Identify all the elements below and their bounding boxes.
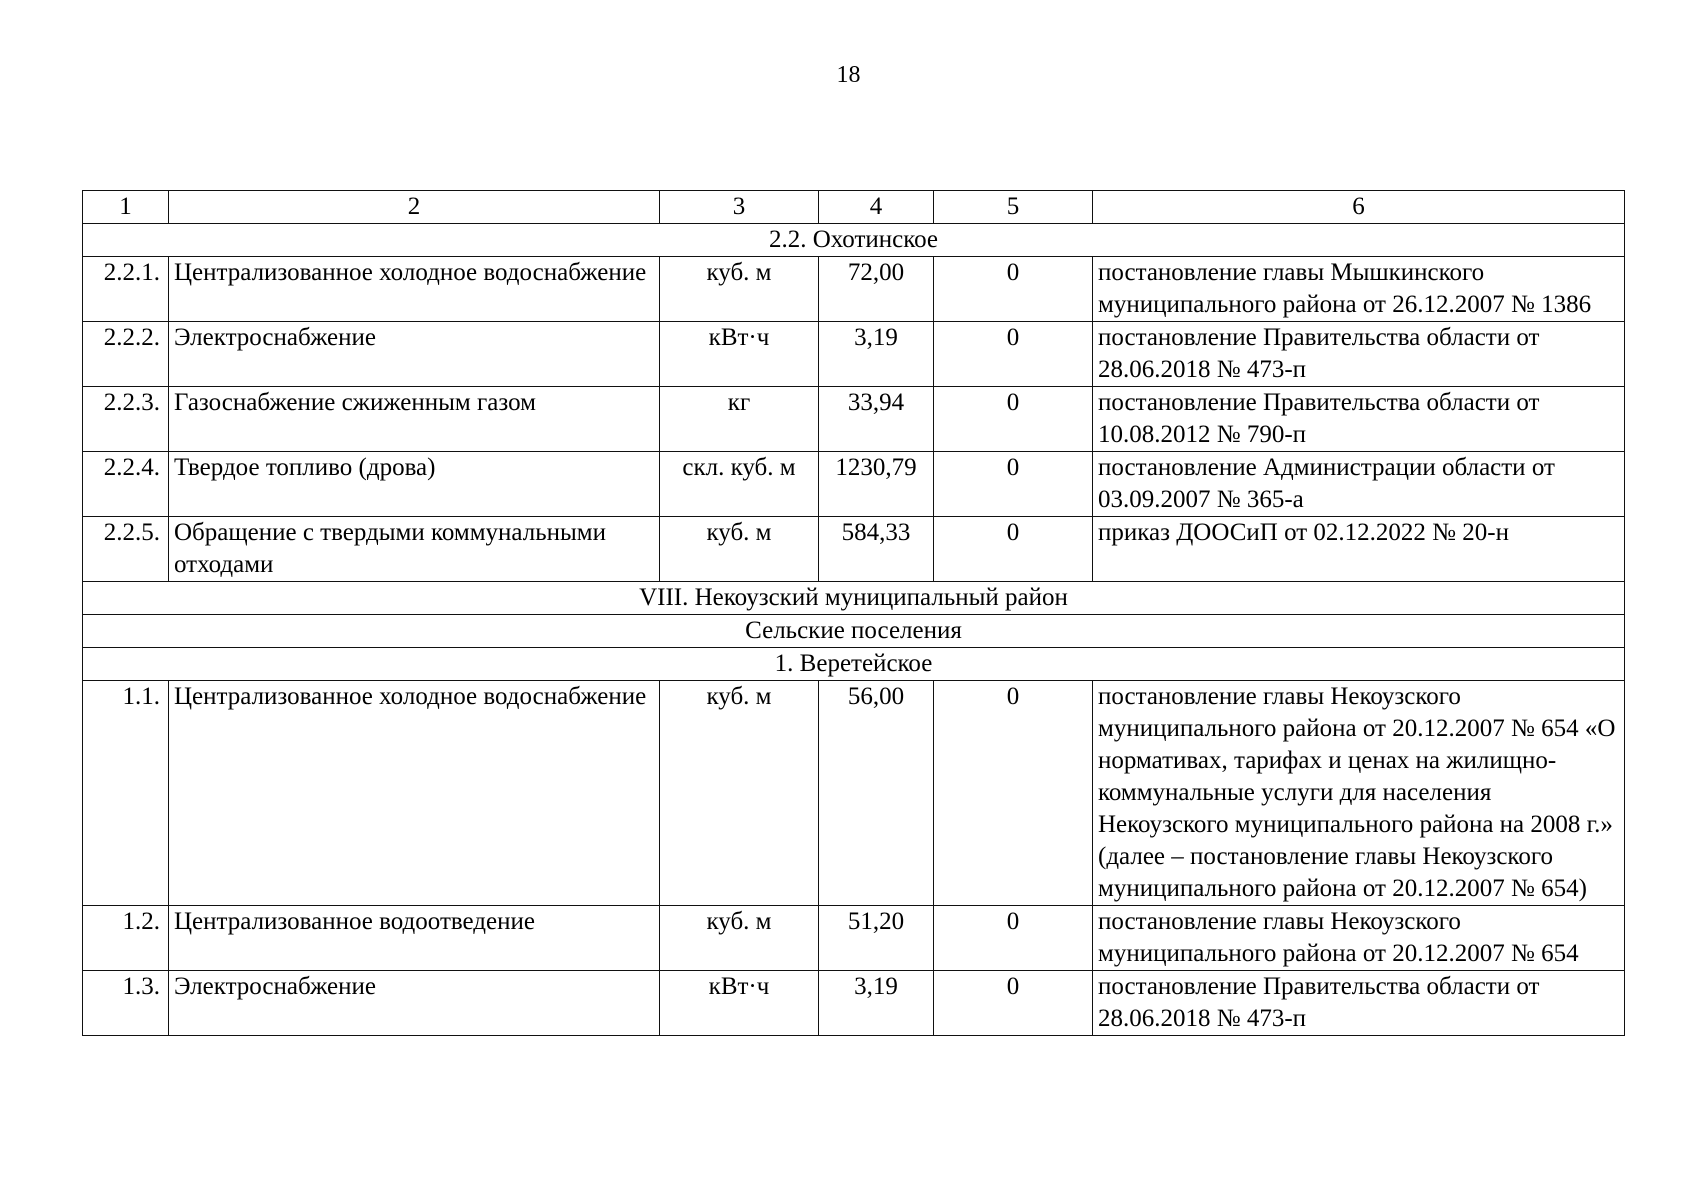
row-number: 2.2.3. (83, 387, 169, 452)
header-cell: 4 (819, 191, 934, 224)
section-title: Сельские поселения (83, 615, 1625, 648)
column-5-value: 0 (934, 971, 1093, 1036)
unit-cell: кг (660, 387, 819, 452)
service-name: Централизованное водоотведение (169, 906, 660, 971)
header-cell: 2 (169, 191, 660, 224)
row-number: 2.2.1. (83, 257, 169, 322)
legal-basis: постановление главы Мышкинского муниципального района от 26.12.2007 № 1386 (1093, 257, 1625, 322)
legal-basis: постановление Правительства области от 28.06.2018 № 473-п (1093, 322, 1625, 387)
unit-cell: скл. куб. м (660, 452, 819, 517)
header-cell: 1 (83, 191, 169, 224)
header-row (83, 191, 1625, 224)
table-row (83, 452, 1625, 517)
row-number: 1.2. (83, 906, 169, 971)
unit-cell: куб. м (660, 517, 819, 582)
section-row (83, 648, 1625, 681)
row-number: 2.2.5. (83, 517, 169, 582)
column-5-value: 0 (934, 452, 1093, 517)
row-number: 2.2.4. (83, 452, 169, 517)
page-number: 18 (836, 62, 861, 88)
normatives-table (82, 190, 1625, 1036)
column-5-value: 0 (934, 681, 1093, 906)
legal-basis: постановление Правительства области от 10.08.2012 № 790-п (1093, 387, 1625, 452)
table-row (83, 906, 1625, 971)
service-name: Твердое топливо (дрова) (169, 452, 660, 517)
row-number: 2.2.2. (83, 322, 169, 387)
header-cell: 5 (934, 191, 1093, 224)
service-name: Обращение с твердыми коммунальными отходами (169, 517, 660, 582)
section-title: 2.2. Охотинское (83, 224, 1625, 257)
service-name: Электроснабжение (169, 322, 660, 387)
section-title: VIII. Некоузский муниципальный район (83, 582, 1625, 615)
table-row (83, 681, 1625, 906)
normative-value: 1230,79 (819, 452, 934, 517)
legal-basis: постановление Администрации области от 03.09.2007 № 365-а (1093, 452, 1625, 517)
service-name: Централизованное холодное водоснабжение (169, 257, 660, 322)
legal-basis: постановление главы Некоузского муниципального района от 20.12.2007 № 654 (1093, 906, 1625, 971)
unit-cell: кВт·ч (660, 971, 819, 1036)
table-row (83, 387, 1625, 452)
unit-cell: кВт·ч (660, 322, 819, 387)
row-number: 1.1. (83, 681, 169, 906)
legal-basis: приказ ДООСиП от 02.12.2022 № 20-н (1093, 517, 1625, 582)
column-5-value: 0 (934, 906, 1093, 971)
column-5-value: 0 (934, 517, 1093, 582)
table-row (83, 517, 1625, 582)
table-row (83, 257, 1625, 322)
column-5-value: 0 (934, 387, 1093, 452)
normative-value: 3,19 (819, 322, 934, 387)
normative-value: 3,19 (819, 971, 934, 1036)
unit-cell: куб. м (660, 257, 819, 322)
normative-value: 51,20 (819, 906, 934, 971)
service-name: Централизованное холодное водоснабжение (169, 681, 660, 906)
column-5-value: 0 (934, 322, 1093, 387)
section-title: 1. Веретейское (83, 648, 1625, 681)
legal-basis: постановление Правительства области от 28.06.2018 № 473-п (1093, 971, 1625, 1036)
unit-cell: куб. м (660, 681, 819, 906)
section-row (83, 615, 1625, 648)
unit-cell: куб. м (660, 906, 819, 971)
column-5-value: 0 (934, 257, 1093, 322)
table-row (83, 322, 1625, 387)
normative-value: 72,00 (819, 257, 934, 322)
service-name: Газоснабжение сжиженным газом (169, 387, 660, 452)
normative-value: 584,33 (819, 517, 934, 582)
section-row (83, 582, 1625, 615)
legal-basis: постановление главы Некоузского муниципального района от 20.12.2007 № 654 «О нормативах, тарифах и ценах на жилищно-коммунальные услуги для населения Некоузского муниципального района на 2008 г.» (далее – постановление главы Некоузского муниципального района от 20.12.2007 № 654) (1093, 681, 1625, 906)
row-number: 1.3. (83, 971, 169, 1036)
section-row (83, 224, 1625, 257)
normative-value: 56,00 (819, 681, 934, 906)
normative-value: 33,94 (819, 387, 934, 452)
service-name: Электроснабжение (169, 971, 660, 1036)
header-cell: 6 (1093, 191, 1625, 224)
header-cell: 3 (660, 191, 819, 224)
table-row (83, 971, 1625, 1036)
